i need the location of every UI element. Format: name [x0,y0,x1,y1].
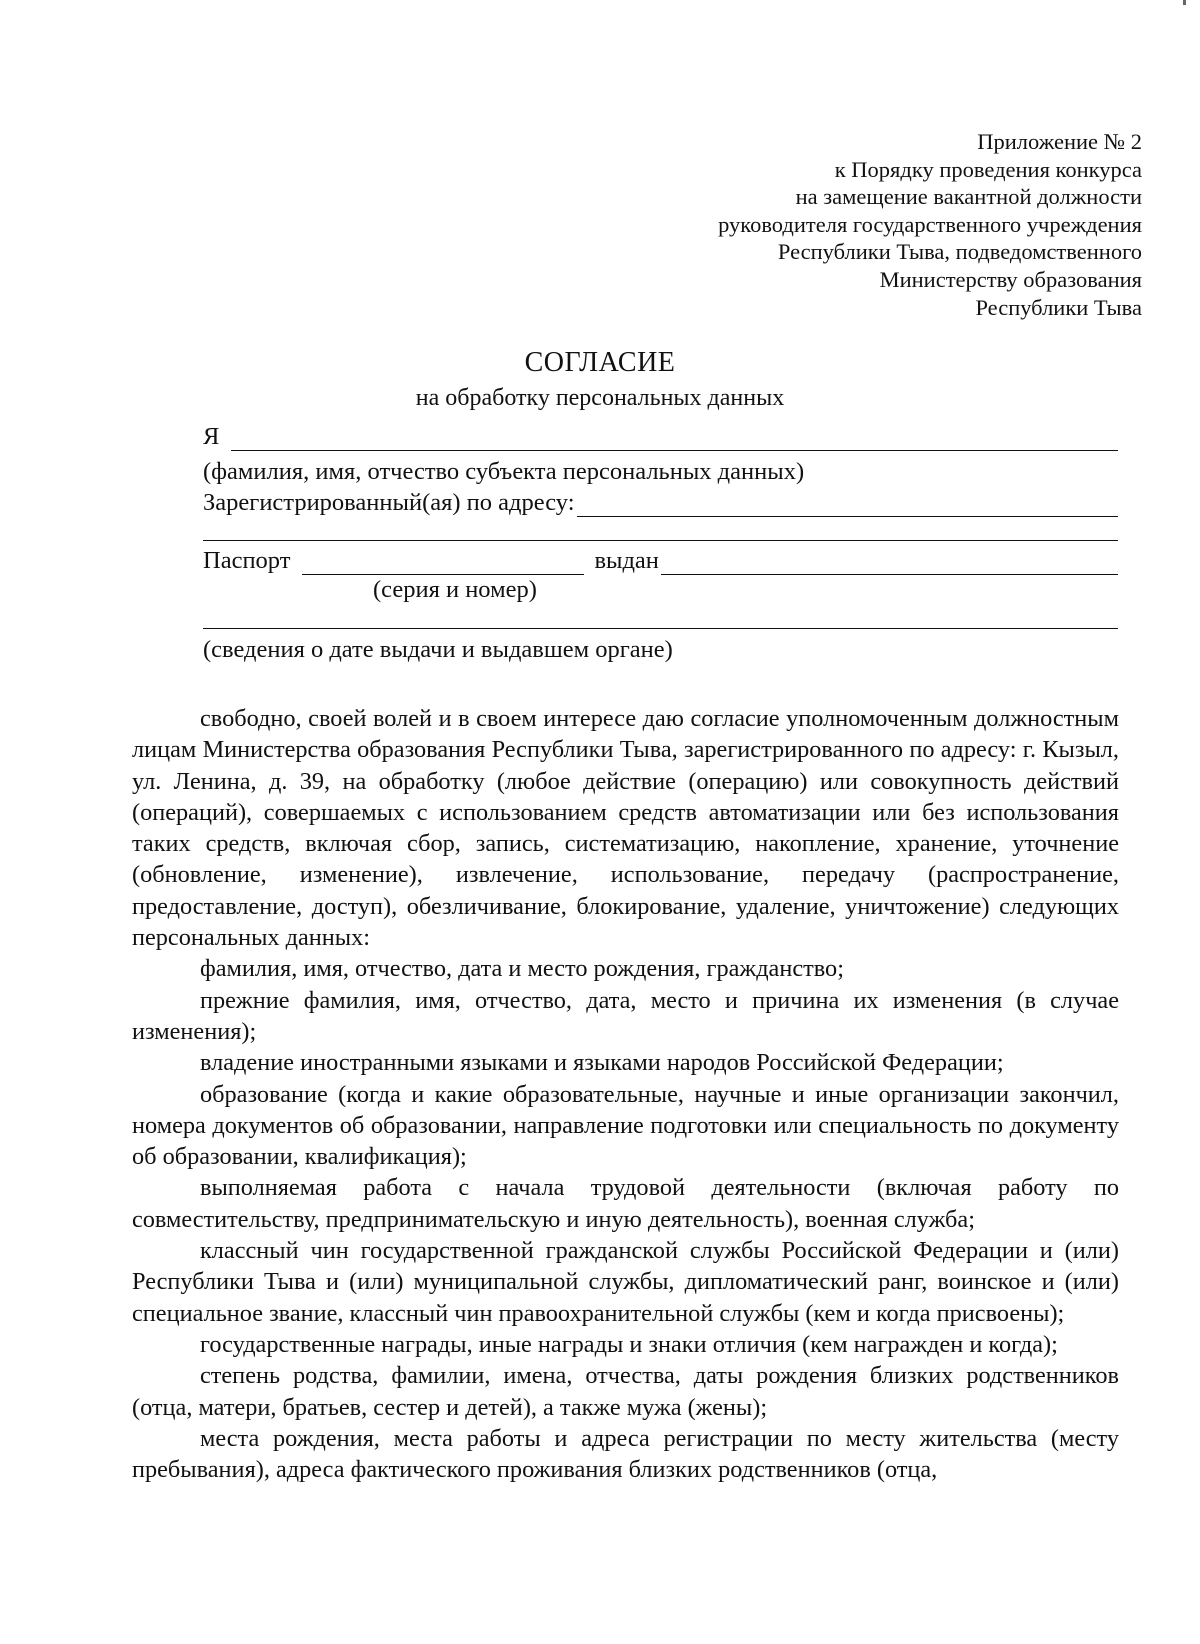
annex-header [718,128,1142,321]
scan-speck [1183,0,1186,5]
name-blank[interactable] [231,426,1118,451]
paragraph: прежние фамилия, имя, отчество, дата, место и причина их изменения (в случае изменения); [132,986,1119,1045]
paragraph: степень родства, фамилии, имена, отчества, даты рождения близких родственников (отца, матери, братьев, сестер и детей), а также мужа (жены); [132,1362,1119,1421]
address-blank[interactable] [577,492,1118,517]
issue-caption: (сведения о дате выдачи и выдавшем органе) [203,636,673,663]
annex-line: руководителя государственного учреждения [718,211,1142,237]
issued-label: выдан [594,547,659,574]
annex-line: к Порядку проведения конкурса [834,156,1142,182]
document-subtitle: на обработку персональных данных [415,385,785,411]
annex-line: на замещение вакантной должности [795,184,1142,210]
paragraph: образование (когда и какие образовательные, научные и иные организации закончил, номера документов об образовании, направление подготовки или специальность по документу об образовании, квалификация); [132,1080,1119,1171]
passport-series-blank[interactable] [302,550,584,575]
address-row-2 [203,517,1118,541]
consent-body [132,703,1119,1485]
paragraph: владение иностранными языками и языками народов Российской Федерации; [200,1049,1004,1077]
paragraph: выполняемая работа с начала трудовой деятельности (включая работу по совместительству, предпринимательскую и иную деятельность), военная служба; [132,1174,1119,1233]
paragraph: классный чин государственной гражданской службы Российской Федерации и (или) Республики Тыва и (или) муниципальной службы, дипломатический ранг, воинское и (или) специальное звание, классный чин правоохранительной службы (кем и когда присвоены); [132,1237,1119,1327]
address-label: Зарегистрированный(ая) по адресу: [203,489,575,516]
address-row [203,485,1118,517]
ya-label: Я [203,423,220,450]
paragraph: свободно, своей волей и в своем интересе даю согласие уполномоченным должностным лицам Министерства образования Республики Тыва, зарегистрированного по адресу: г. Кызыл, ул. Ленина, д. 39, на обработку (любое действие (операцию) или совокупность действий (операций), совершаемых с использованием средств автоматизации или без использования таких средств, включая сбор, запись, систематизацию, накопление, хранение, уточнение (обновление, изменение), извлечение, использование, передачу (распространение, предоставление, доступ), обезличивание, блокирование, удаление, уничтожение) следующих персональных данных: [132,705,1119,952]
passport-label: Паспорт [203,547,291,574]
annex-line: Республики Тыва [975,294,1142,320]
annex-line: Министерству образования [879,266,1142,292]
issue-row [203,605,1118,629]
paragraph: фамилия, имя, отчество, дата и место рождения, гражданство; [200,955,844,983]
document-title: СОГЛАСИЕ [524,347,676,378]
annex-line: Республики Тыва, подведомственного [777,239,1142,265]
series-caption: (серия и номер) [373,576,537,603]
name-row [203,419,1118,451]
fio-caption: (фамилия, имя, отчество субъекта персональных данных) [203,458,805,485]
paragraph: государственные награды, иные награды и знаки отличия (кем награжден и когда); [200,1330,1058,1358]
annex-line: Приложение № 2 [977,129,1142,154]
address-blank-2[interactable] [203,516,1118,541]
issued-blank[interactable] [661,550,1118,575]
passport-row [203,543,1118,575]
issue-blank[interactable] [203,604,1118,629]
paragraph: места рождения, места работы и адреса регистрации по месту жительства (месту пребывания), адреса фактического проживания близких родственников (отца, [132,1424,1119,1484]
